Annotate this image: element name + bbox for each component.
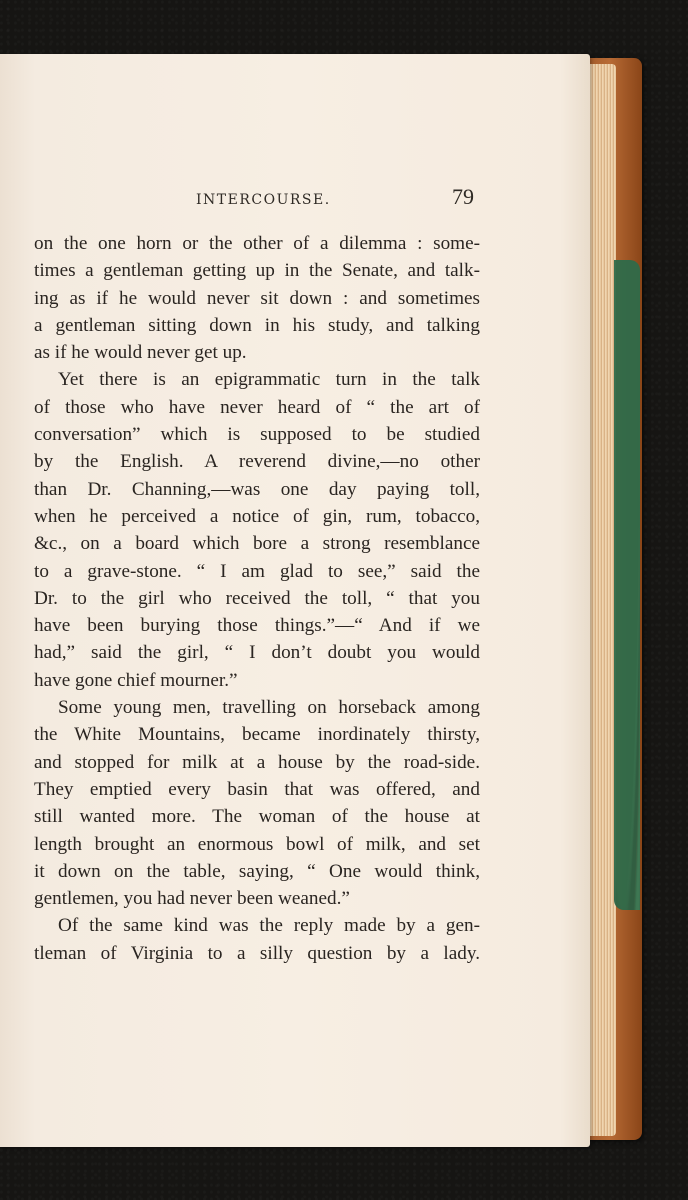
running-title: INTERCOURSE. <box>196 192 331 208</box>
text-line: on the one horn or the other of a dilemma : some- <box>34 233 480 254</box>
page-number: 79 <box>452 184 474 209</box>
text-line: when he perceived a notice of gin, rum, tobacco, <box>34 505 480 527</box>
text-line: a gentleman sitting down in his study, and talking <box>34 314 480 336</box>
text-line: Of the same kind was the reply made by a gen- <box>58 915 480 937</box>
text-line: it down on the table, saying, “ One would think, <box>34 860 480 882</box>
text-line: Some young men, travelling on horseback among <box>58 697 480 719</box>
text-line: gentlemen, you had never been weaned.” <box>34 888 350 910</box>
text-line: to a grave-stone. “ I am glad to see,” said the <box>34 560 480 582</box>
text-line: Dr. to the girl who received the toll, “ that you <box>34 587 480 609</box>
text-line: had,” said the girl, “ I don’t doubt you would <box>34 642 480 664</box>
text-line: Yet there is an epigrammatic turn in the talk <box>58 369 480 391</box>
text-line: tleman of Virginia to a silly question by a lady. <box>34 942 480 964</box>
body-text <box>34 230 480 967</box>
text-line: ing as if he would never sit down : and sometimes <box>34 287 480 309</box>
text-line: the White Mountains, became inordinately thirsty, <box>34 724 480 746</box>
text-line: &c., on a board which bore a strong resemblance <box>34 533 480 555</box>
text-line: than Dr. Channing,—was one day paying toll, <box>34 478 480 500</box>
text-line: as if he would never get up. <box>34 342 247 364</box>
text-line: and stopped for milk at a house by the road-side. <box>34 751 480 773</box>
text-line: by the English. A reverend divine,—no other <box>34 451 480 473</box>
text-line: times a gentleman getting up in the Senate, and talk- <box>34 260 480 282</box>
text-line: have been burying those things.”—“ And if we <box>34 615 480 637</box>
marbled-endpaper <box>614 260 640 910</box>
text-line: have gone chief mourner.” <box>34 669 238 691</box>
text-line: They emptied every basin that was offered, and <box>34 778 480 800</box>
text-line: conversation” which is supposed to be studied <box>34 424 480 446</box>
text-line: length brought an enormous bowl of milk, and set <box>34 833 480 855</box>
text-line: of those who have never heard of “ the art of <box>34 396 480 418</box>
text-line: still wanted more. The woman of the house at <box>34 806 480 828</box>
